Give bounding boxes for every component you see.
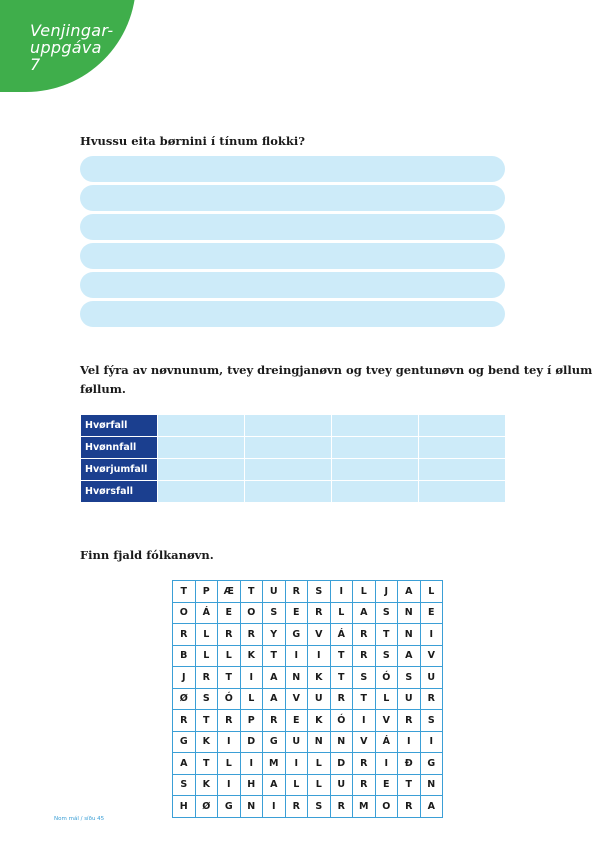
word-search-cell[interactable]: S [420, 710, 443, 732]
word-search-cell[interactable]: N [240, 796, 263, 818]
answer-line-5[interactable] [80, 272, 505, 298]
word-search-cell[interactable]: G [173, 731, 196, 753]
word-search-cell[interactable]: Á [330, 624, 353, 646]
word-search-cell[interactable]: U [398, 688, 421, 710]
word-search-cell[interactable]: U [285, 731, 308, 753]
word-search-row [173, 710, 443, 732]
question-3: Finn fjald fólkanøvn. [80, 548, 214, 562]
word-search-cell[interactable]: R [398, 796, 421, 818]
word-search-cell[interactable]: E [285, 602, 308, 624]
word-search-cell[interactable]: S [263, 602, 286, 624]
word-search-cell[interactable]: U [330, 774, 353, 796]
word-search-cell[interactable]: L [240, 688, 263, 710]
word-search-cell[interactable]: K [195, 731, 218, 753]
word-search-row [173, 602, 443, 624]
word-search-grid [172, 580, 443, 818]
question-1: Hvussu eita børnini í tínum flokki? [80, 134, 305, 148]
case-label: Hvørsfall [81, 481, 158, 503]
word-search-cell[interactable]: T [353, 688, 376, 710]
word-search-cell[interactable]: V [353, 731, 376, 753]
word-search-cell[interactable]: L [330, 602, 353, 624]
word-search-cell[interactable]: L [420, 581, 443, 603]
case-cell[interactable] [419, 437, 506, 459]
word-search-cell[interactable]: L [308, 753, 331, 775]
word-search-cell[interactable]: K [240, 645, 263, 667]
word-search-cell[interactable]: E [420, 602, 443, 624]
case-cell[interactable] [245, 459, 332, 481]
word-search-cell[interactable]: V [285, 688, 308, 710]
word-search-cell[interactable]: R [353, 624, 376, 646]
case-cell[interactable] [419, 459, 506, 481]
word-search-cell[interactable]: B [173, 645, 196, 667]
case-label: Hvørjumfall [81, 459, 158, 481]
case-cell[interactable] [332, 459, 419, 481]
word-search-row [173, 624, 443, 646]
word-search-cell[interactable]: Ø [195, 796, 218, 818]
word-search-cell[interactable]: O [375, 796, 398, 818]
word-search-cell[interactable]: R [195, 667, 218, 689]
word-search-cell[interactable]: T [330, 645, 353, 667]
word-search-cell[interactable]: P [240, 710, 263, 732]
word-search-cell[interactable]: T [240, 581, 263, 603]
exercise-badge-label [30, 22, 113, 73]
word-search-cell[interactable]: Ó [375, 667, 398, 689]
word-search-cell[interactable]: S [375, 645, 398, 667]
word-search-cell[interactable]: R [398, 710, 421, 732]
answer-line-1[interactable] [80, 156, 505, 182]
word-search-row [173, 581, 443, 603]
word-search-cell[interactable]: R [353, 645, 376, 667]
word-search-row [173, 645, 443, 667]
word-search-cell[interactable]: E [285, 710, 308, 732]
word-search-cell[interactable]: N [420, 774, 443, 796]
word-search-cell[interactable]: R [330, 796, 353, 818]
word-search-cell[interactable]: G [263, 731, 286, 753]
word-search-cell[interactable]: T [195, 710, 218, 732]
word-search-cell[interactable]: Æ [218, 581, 241, 603]
answer-lines [80, 156, 505, 330]
question-2 [80, 361, 592, 399]
word-search-cell[interactable]: N [398, 624, 421, 646]
case-cell[interactable] [332, 415, 419, 437]
word-search-cell[interactable]: I [375, 753, 398, 775]
word-search-cell[interactable]: U [263, 581, 286, 603]
case-cell[interactable] [158, 459, 245, 481]
word-search-cell[interactable]: L [195, 645, 218, 667]
answer-line-4[interactable] [80, 243, 505, 269]
word-search-cell[interactable]: U [308, 688, 331, 710]
page-footer: Nom mál / síðu 45 [54, 816, 105, 822]
word-search-cell[interactable]: T [330, 667, 353, 689]
word-search-cell[interactable]: Ó [218, 688, 241, 710]
word-search-cell[interactable]: I [285, 645, 308, 667]
word-search-cell[interactable]: V [308, 624, 331, 646]
word-search-cell[interactable]: N [308, 731, 331, 753]
word-search-cell[interactable]: Ø [173, 688, 196, 710]
word-search-cell[interactable]: T [218, 667, 241, 689]
word-search-cell[interactable]: K [308, 667, 331, 689]
answer-line-2[interactable] [80, 185, 505, 211]
word-search-cell[interactable]: T [195, 753, 218, 775]
word-search-cell[interactable]: U [420, 667, 443, 689]
word-search-cell[interactable]: V [375, 710, 398, 732]
word-search-cell[interactable]: L [375, 688, 398, 710]
word-search-cell[interactable]: A [398, 645, 421, 667]
word-search-cell[interactable]: R [173, 710, 196, 732]
word-search-cell[interactable]: S [353, 667, 376, 689]
word-search-cell[interactable]: P [195, 581, 218, 603]
word-search-cell[interactable]: A [398, 581, 421, 603]
word-search-cell[interactable]: R [218, 624, 241, 646]
word-search-cell[interactable]: T [398, 774, 421, 796]
word-search-cell[interactable]: I [240, 667, 263, 689]
word-search-cell[interactable]: R [240, 624, 263, 646]
case-cell[interactable] [419, 481, 506, 503]
word-search-cell[interactable]: L [195, 624, 218, 646]
word-search-cell[interactable]: M [263, 753, 286, 775]
word-search-row [173, 753, 443, 775]
word-search-cell[interactable]: L [285, 774, 308, 796]
word-search-cell[interactable]: G [218, 796, 241, 818]
answer-line-6[interactable] [80, 301, 505, 327]
case-cell[interactable] [158, 415, 245, 437]
word-search-cell[interactable]: R [218, 710, 241, 732]
word-search-cell[interactable]: S [398, 667, 421, 689]
word-search-cell[interactable]: R [173, 624, 196, 646]
badge-line-1: Venjingar- [30, 21, 114, 40]
word-search-cell[interactable]: Ó [330, 710, 353, 732]
case-cell[interactable] [332, 437, 419, 459]
word-search-cell[interactable]: H [240, 774, 263, 796]
word-search-row [173, 774, 443, 796]
word-search-cell[interactable]: L [308, 774, 331, 796]
word-search-cell[interactable]: E [218, 602, 241, 624]
question-2-line-2: føllum. [80, 382, 126, 396]
word-search-cell[interactable]: L [218, 645, 241, 667]
word-search-cell[interactable]: H [173, 796, 196, 818]
word-search-row [173, 796, 443, 818]
word-search-cell[interactable]: I [285, 753, 308, 775]
word-search-cell[interactable]: R [330, 688, 353, 710]
word-search-cell[interactable]: A [263, 774, 286, 796]
word-search-cell[interactable]: G [420, 753, 443, 775]
word-search-cell[interactable]: J [173, 667, 196, 689]
case-row [81, 481, 506, 503]
case-cell[interactable] [419, 415, 506, 437]
word-search-cell[interactable]: Á [375, 731, 398, 753]
word-search-cell[interactable]: N [285, 667, 308, 689]
word-search-cell[interactable]: T [173, 581, 196, 603]
word-search-cell[interactable]: O [173, 602, 196, 624]
question-2-line-1: Vel fýra av nøvnunum, tvey dreingjanøvn og tvey gentunøvn og bend tey í øllum [80, 363, 593, 377]
word-search-cell[interactable]: I [398, 731, 421, 753]
case-cell[interactable] [245, 437, 332, 459]
word-search-cell[interactable]: R [285, 796, 308, 818]
word-search-cell[interactable]: M [353, 796, 376, 818]
word-search-cell[interactable]: Á [195, 602, 218, 624]
word-search-cell[interactable]: I [218, 731, 241, 753]
answer-line-3[interactable] [80, 214, 505, 240]
word-search-cell[interactable]: I [308, 645, 331, 667]
word-search-row [173, 731, 443, 753]
case-table [80, 414, 506, 503]
word-search-cell[interactable]: I [263, 796, 286, 818]
word-search-cell[interactable]: R [285, 581, 308, 603]
case-row [81, 437, 506, 459]
case-cell[interactable] [332, 481, 419, 503]
word-search-row [173, 688, 443, 710]
case-row [81, 415, 506, 437]
word-search-cell[interactable]: I [218, 774, 241, 796]
word-search-cell[interactable]: I [420, 731, 443, 753]
word-search-cell[interactable]: I [330, 581, 353, 603]
word-search-cell[interactable]: A [263, 688, 286, 710]
word-search-cell[interactable]: L [353, 581, 376, 603]
word-search-cell[interactable]: A [263, 667, 286, 689]
word-search-cell[interactable]: I [240, 753, 263, 775]
word-search-cell[interactable]: N [330, 731, 353, 753]
word-search-cell[interactable]: A [173, 753, 196, 775]
word-search-cell[interactable]: V [420, 645, 443, 667]
case-label: Hvønnfall [81, 437, 158, 459]
case-cell[interactable] [158, 437, 245, 459]
word-search-cell[interactable]: K [308, 710, 331, 732]
word-search-cell[interactable]: S [173, 774, 196, 796]
word-search-cell[interactable]: R [420, 688, 443, 710]
word-search-cell[interactable]: I [353, 710, 376, 732]
word-search-cell[interactable]: K [195, 774, 218, 796]
word-search-cell[interactable]: A [420, 796, 443, 818]
word-search-row [173, 667, 443, 689]
word-search-cell[interactable]: O [240, 602, 263, 624]
case-cell[interactable] [158, 481, 245, 503]
case-label: Hvørfall [81, 415, 158, 437]
word-search-cell[interactable]: T [375, 624, 398, 646]
word-search-cell[interactable]: R [353, 753, 376, 775]
word-search-cell[interactable]: D [240, 731, 263, 753]
word-search-cell[interactable]: A [353, 602, 376, 624]
word-search-cell[interactable]: S [195, 688, 218, 710]
word-search-cell[interactable]: S [308, 796, 331, 818]
case-row [81, 459, 506, 481]
word-search-cell[interactable]: I [420, 624, 443, 646]
word-search-cell[interactable]: E [375, 774, 398, 796]
word-search-cell[interactable]: Ð [398, 753, 421, 775]
case-cell[interactable] [245, 481, 332, 503]
word-search-cell[interactable]: T [263, 645, 286, 667]
word-search-cell[interactable]: L [218, 753, 241, 775]
case-cell[interactable] [245, 415, 332, 437]
badge-line-2: uppgáva [30, 38, 102, 57]
word-search-cell[interactable]: G [285, 624, 308, 646]
badge-line-3: 7 [30, 55, 41, 74]
word-search-cell[interactable]: J [375, 581, 398, 603]
word-search-cell[interactable]: S [308, 581, 331, 603]
word-search-cell[interactable]: S [375, 602, 398, 624]
word-search-cell[interactable]: R [353, 774, 376, 796]
word-search-cell[interactable]: R [263, 710, 286, 732]
word-search-cell[interactable]: D [330, 753, 353, 775]
word-search-cell[interactable]: R [308, 602, 331, 624]
word-search-cell[interactable]: Y [263, 624, 286, 646]
word-search-cell[interactable]: N [398, 602, 421, 624]
